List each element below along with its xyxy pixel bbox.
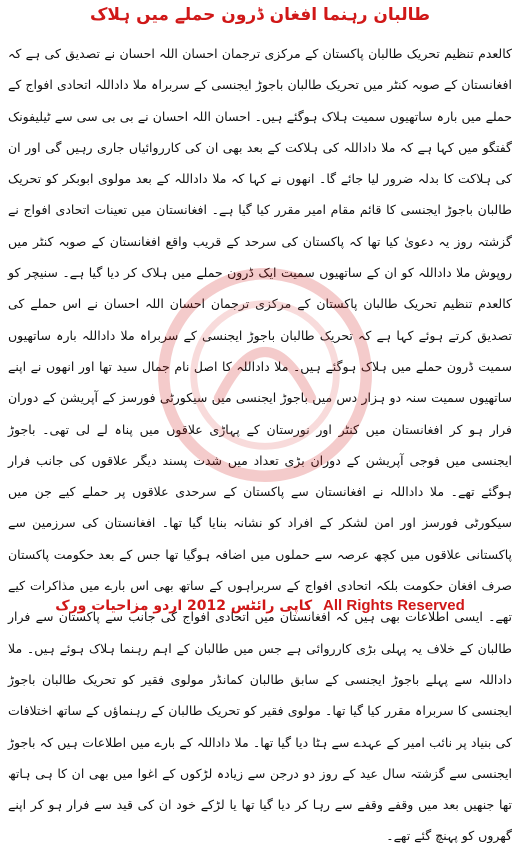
article-headline: طالبان رہنما افغان ڈرون حملے میں ہلاک — [89, 5, 431, 25]
copyright-footer — [0, 597, 520, 614]
article-body: کالعدم تنظیم تحریک طالبان پاکستان کے مرکزی ترجمان احسان اللہ احسان نے تصدیق کی ہے کہ افغانستان کے صوبہ کنٹر میں تحریک طالبان باجوڑ ایجنسی کے سربراہ ملا داداللہ اتحادی افواج کے حملے میں بارہ ساتھیوں سمیت ہلاک ہوگئے ہیں۔ احسان اللہ احسان نے بی بی سی سے ٹیلیفونک گفتگو میں کہا ہے کہ ملا داداللہ کی ہلاکت کے بعد بھی ان کی کارروائیاں جاری رہیں گی اور ان کی ہلاکت کا بدلہ ضرور لیا جائے گا۔ انھوں نے کہا کہ ملا داداللہ کے بعد مولوی ابوبکر کو تحریک طالبان باجوڑ ایجنسی کا قائم مقام امیر مقرر کیا گیا ہے۔ افغانستان میں تعینات اتحادی افواج نے گزشتہ روز یہ دعویٰ کیا تھا کہ پاکستان کی سرحد کے قریب واقع افغانستان کے صوبہ کنٹر میں روپوش ملا داداللہ کو ان کے ساتھیوں سمیت ایک ڈرون حملے میں ہلاک کر دیا گیا ہے۔ سنیچر کو کالعدم تنظیم تحریک طالبان پاکستان کے مرکزی ترجمان احسان اللہ احسان نے اس حملے کی تصدیق کرتے ہوئے کہا ہے کہ تحریک طالبان باجوڑ ایجنسی کے سربراہ ملا داداللہ بارہ ساتھیوں سمیت ڈرون حملے میں ہلاک ہوگئے ہیں۔ ملا داداللہ کا اصل نام جمال سید تھا اور انھوں نے اپنے ساتھیوں سمیت سنہ دو ہزار دس میں باجوڑ ایجنسی میں سیکورٹی فورسز کے آپریشن کے دوران فرار ہو کر افغانستان میں کنٹر اور نورستان کے پہاڑی علاقوں میں پناہ لے لی تھی۔ باجوڑ ایجنسی میں فوجی آپریشن کے دوران بڑی تعداد میں شدت پسند دیگر علاقوں کی جانب فرار ہوگئے تھے۔ ملا داداللہ نے افغانستان سے پاکستان کے سرحدی علاقوں پر حملے کیے جن میں سیکورٹی فورسز اور امن لشکر کے افراد کو نشانہ بنایا گیا تھا۔ افغانستان کی سرزمین سے پاکستانی علاقوں میں کچھ عرصہ سے حملوں میں اضافہ ہوگیا تھا جس کے بعد حکومت پاکستان صرف افغان حکومت بلکہ اتحادی افواج کے سربراہوں کے ساتھ بھی اس بارے میں مذاکرات کیے تھے۔ ایسی اطلاعات بھی ہیں کہ افغانستان میں اتحادی افواج کی جانب سے پاکستان سے فرار طالبان کے خلاف یہ پہلی بڑی کارروائی ہے جس میں طالبان کے اہم رہنما ہلاک ہوئے ہیں۔ ملا داداللہ سے پہلے باجوڑ ایجنسی کے سابق طالبان کمانڈر مولوی فقیر کو تحریک طالبان باجوڑ ایجنسی کا سربراہ مقرر کیا گیا تھا۔ مولوی فقیر کو تحریک طالبان کے رہنماؤں کے ساتھ اختلافات کی بنیاد پر نائب امیر کے عہدے سے ہٹا دیا گیا تھا۔ ملا داداللہ کے بارے میں اطلاعات ہیں کہ باجوڑ ایجنسی سے گزشتہ سال عید کے روز دو درجن سے زیادہ لڑکوں کے اغوا میں بھی ان کا ہی ہاتھ تھا جنھیں بعد میں وقفے وقفے سے رہا کر دیا گیا تھا یا لڑکے خود ان کی قید سے فرار ہو کر اپنے گھروں کو پہنچ گئے تھے۔ — [8, 46, 512, 844]
copyright-text: کاپی رائٹس 2012 اردو مزاحیات ورک — [55, 598, 313, 614]
rights-text: All Rights Reserved — [323, 597, 465, 614]
